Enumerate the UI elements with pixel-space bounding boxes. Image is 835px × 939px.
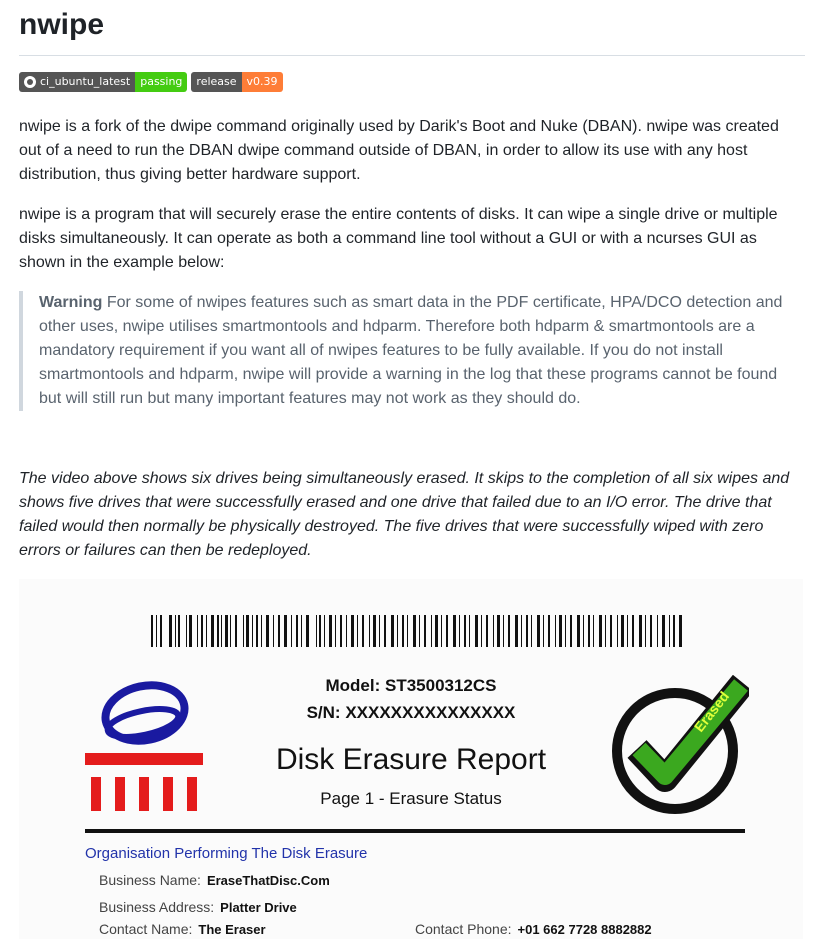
intro-paragraph: nwipe is a fork of the dwipe command originally used by Darik's Boot and Nuke (DBAN). nwipe was created out of a need to run the DBAN dwipe command outside of DBAN, in order to allow its use with any host distribution, thus giving better hardware support. — [19, 118, 779, 183]
contact-name-value: The Eraser — [198, 922, 266, 937]
page-title: nwipe — [19, 8, 105, 41]
title-divider — [19, 55, 805, 56]
about-paragraph: nwipe is a program that will securely erase the entire contents of disks. It can wipe a single drive or multiple disks simultaneously. It can operate as both a command line tool without a GUI or with a ncurses GUI as shown in the example below: — [19, 206, 778, 271]
release-badge[interactable] — [191, 72, 282, 92]
business-address-label: Business Address: — [99, 899, 215, 915]
video-caption: The video above shows six drives being simultaneously erased. It skips to the completion of all six wipes and shows five drives that were successfully erased and one drive that failed due to an I/O error. The drive that failed would then normally be physically destroyed. The five drives that were successfully wiped with zero errors or failures can then be redeployed. — [19, 470, 790, 559]
report-serial: S/N: XXXXXXXXXXXXXXX — [306, 703, 516, 722]
business-name-label: Business Name: — [99, 872, 201, 888]
report-model: Model: ST3500312CS — [325, 676, 497, 695]
business-address-value: Platter Drive — [220, 900, 297, 915]
erasure-report-image — [19, 579, 803, 939]
warning-blockquote — [19, 291, 809, 411]
badge-row — [19, 72, 283, 92]
report-title: Disk Erasure Report — [275, 743, 547, 776]
business-name-row — [99, 872, 330, 888]
ci-badge[interactable] — [19, 72, 187, 92]
report-divider — [85, 829, 745, 833]
contact-name-label: Contact Name: — [99, 921, 193, 937]
contact-phone-row — [415, 921, 652, 937]
ci-badge-value: passing — [135, 72, 187, 92]
business-address-row — [99, 899, 297, 915]
contact-name-row — [99, 921, 266, 937]
contact-phone-label: Contact Phone: — [415, 921, 512, 937]
warning-label: Warning — [39, 294, 103, 311]
barcode-icon — [151, 615, 683, 647]
erased-stamp-text: Erased — [690, 688, 733, 735]
contact-phone-value: +01 662 7728 8882882 — [517, 922, 652, 937]
ci-badge-label: ci_ubuntu_latest — [40, 75, 131, 88]
github-icon — [24, 76, 36, 88]
report-subtitle: Page 1 - Erasure Status — [320, 789, 502, 808]
erased-check-icon — [609, 675, 749, 815]
org-heading: Organisation Performing The Disk Erasure — [85, 845, 368, 862]
release-badge-value: v0.39 — [242, 72, 283, 92]
warning-text: For some of nwipes features such as smart data in the PDF certificate, HPA/DCO detection and other uses, nwipe utilises smartmontools and hdparm. Therefore both hdparm & smartmontools are a mandatory requirement if you want all of nwipes features to be fully available. If you do not install smartmontools and hdparm, nwipe will provide a warning in the log that these programs cannot be found but will still run but many important features may not work as they should do. — [39, 294, 783, 407]
release-badge-label: release — [191, 72, 241, 92]
business-name-value: EraseThatDisc.Com — [206, 873, 330, 888]
